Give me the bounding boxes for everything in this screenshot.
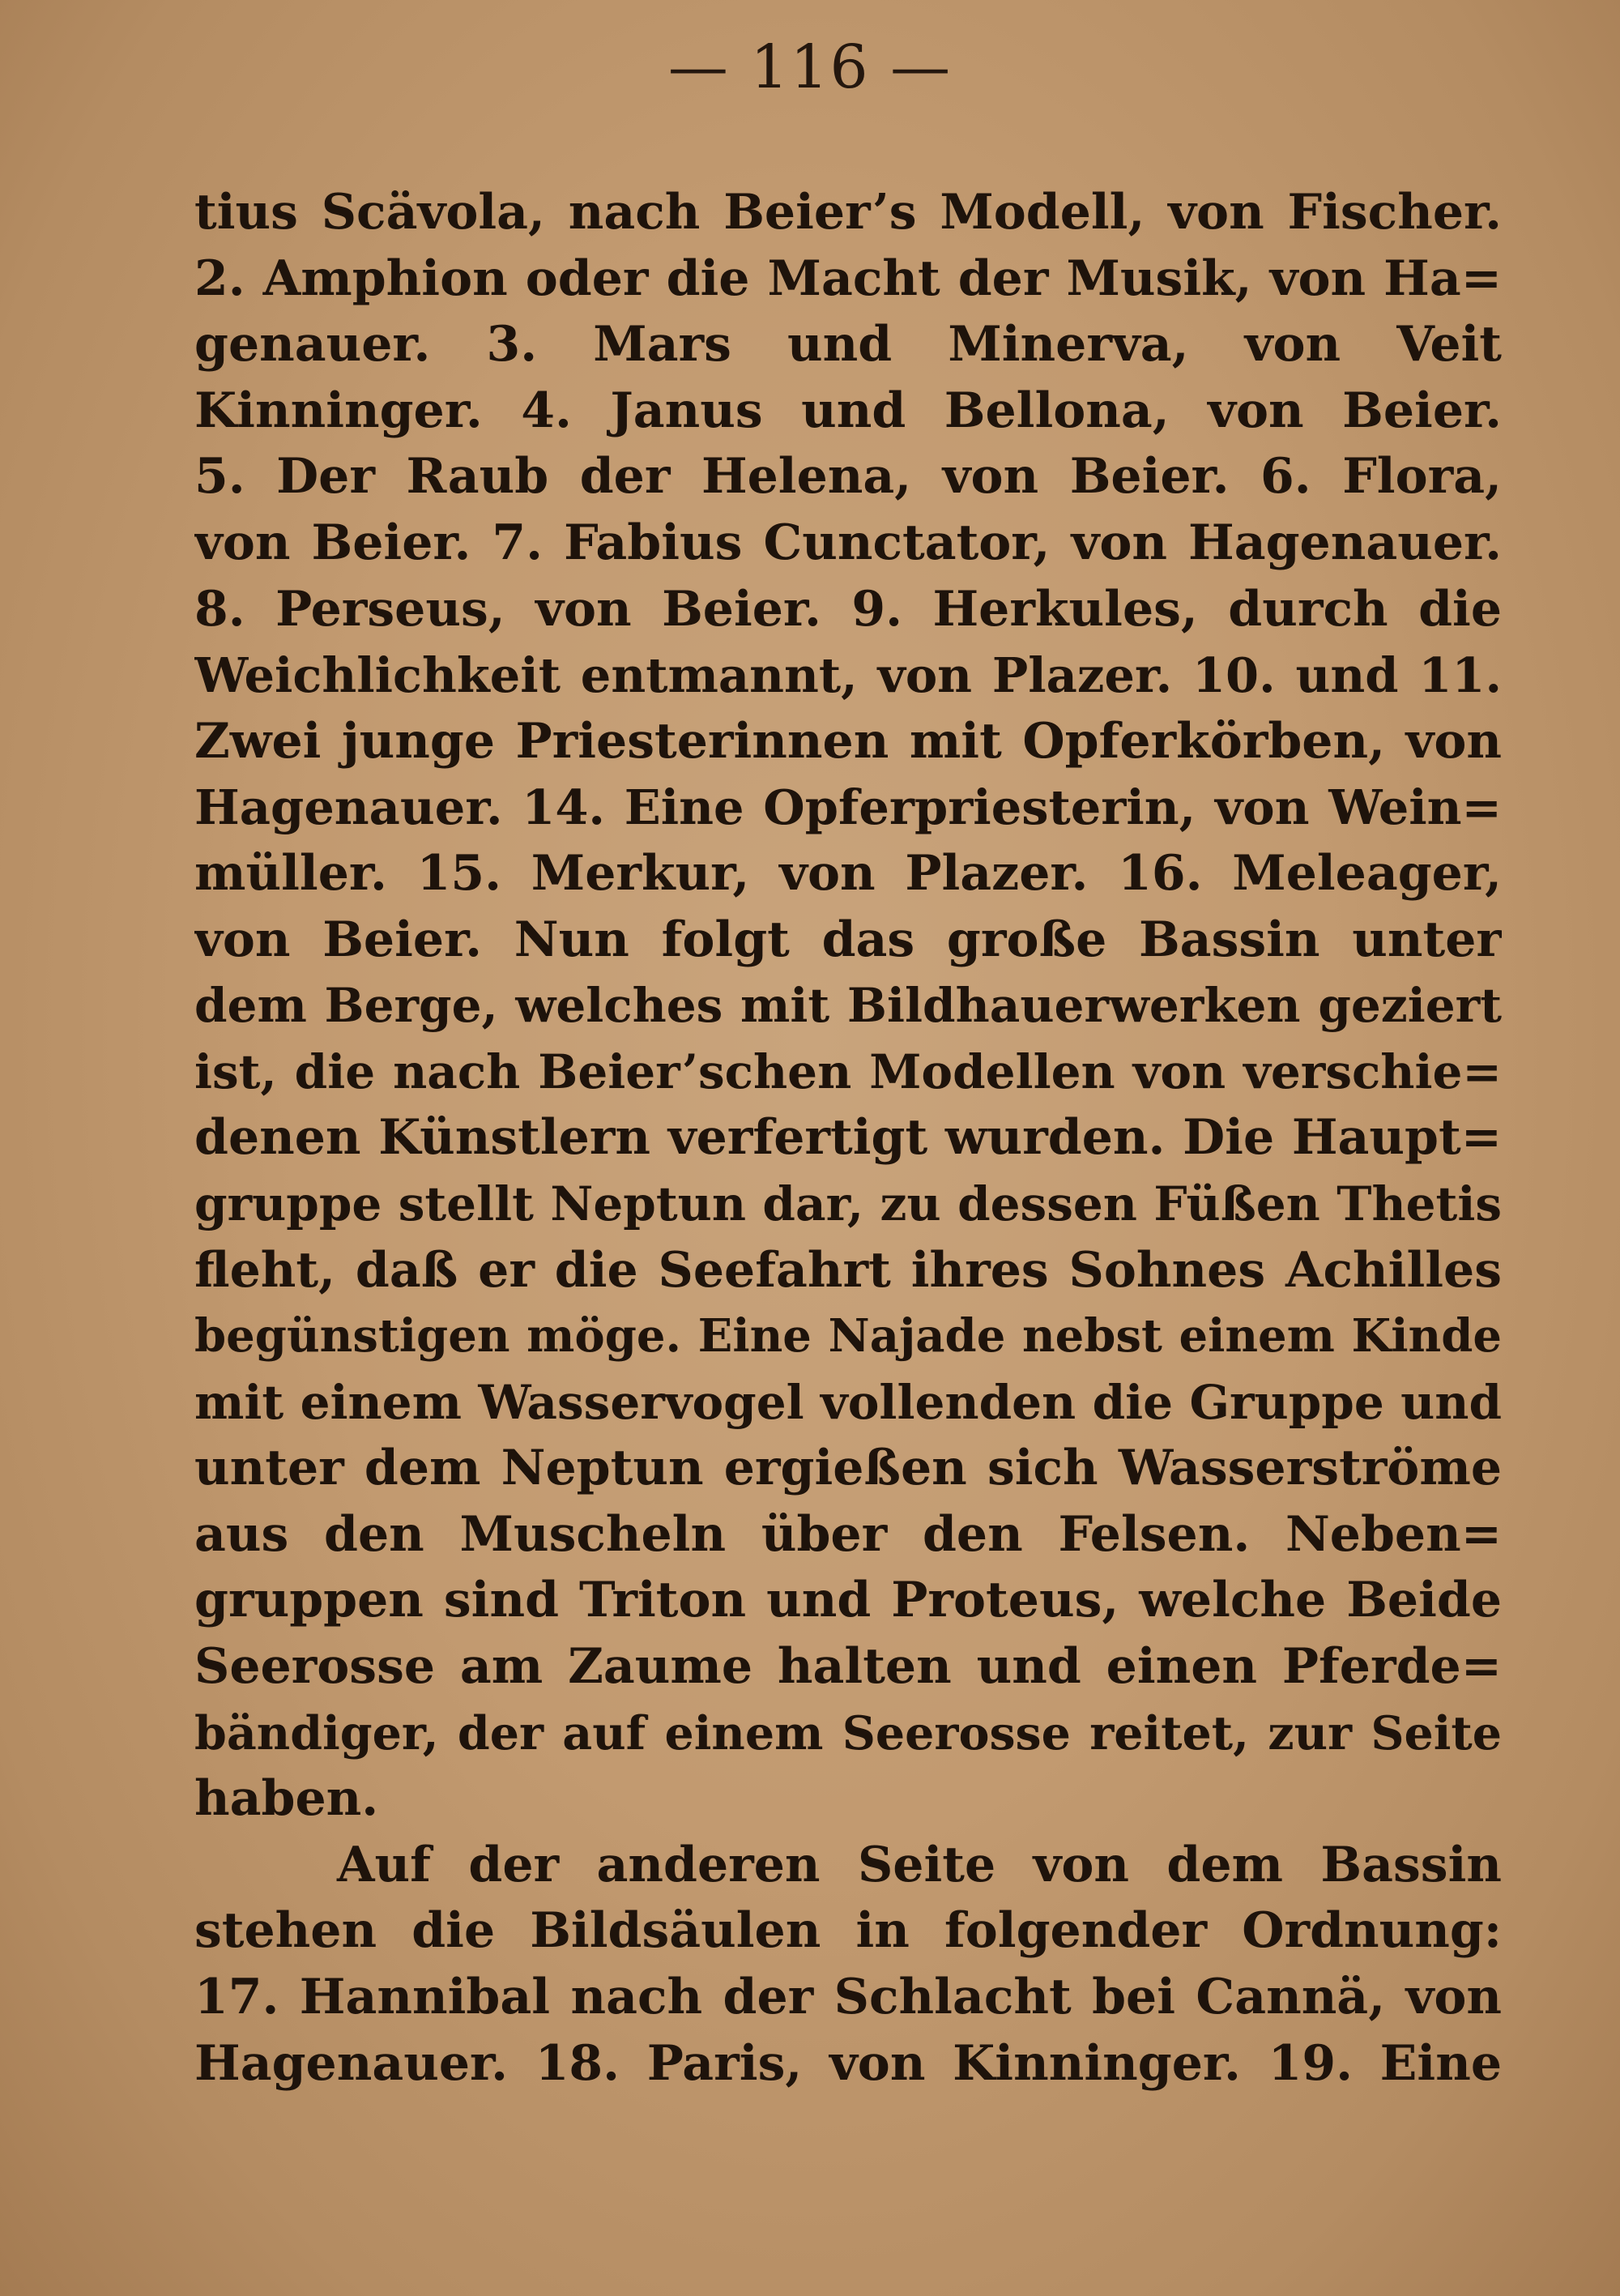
text-line: aus den Muscheln über den Felsen. Neben=: [194, 1505, 1502, 1563]
text-line: begünstigen möge. Eine Najade nebst einem Kinde: [194, 1309, 1502, 1364]
text-line: Seerosse am Zaume halten und einen Pferde=: [194, 1638, 1502, 1696]
text-line: stehen die Bildsäulen in folgender Ordnung:: [194, 1902, 1502, 1960]
text-line: Weichlichkeit entmannt, von Plazer. 10. und 11.: [194, 647, 1502, 704]
text-line: 2. Amphion oder die Macht der Musik, von Ha=: [194, 250, 1502, 307]
body-text: [194, 180, 1502, 2097]
text-line: müller. 15. Merkur, von Plazer. 16. Meleager,: [194, 844, 1502, 902]
text-line: Hagenauer. 18. Paris, von Kinninger. 19. Eine: [194, 2034, 1502, 2092]
text-line: Hagenauer. 14. Eine Opferpriesterin, von Wein=: [194, 779, 1502, 836]
text-line: 17. Hannibal nach der Schlacht bei Cannä, von: [194, 1969, 1502, 2026]
text-line: denen Künstlern verfertigt wurden. Die Haupt=: [194, 1109, 1502, 1167]
text-line: dem Berge, welches mit Bildhauerwerken geziert: [194, 978, 1502, 1034]
text-line: von Beier. 7. Fabius Cunctator, von Hagenauer.: [194, 514, 1502, 571]
text-line: Kinninger. 4. Janus und Bellona, von Beier.: [194, 382, 1502, 439]
text-line: 8. Perseus, von Beier. 9. Herkules, durch die: [194, 580, 1502, 638]
text-line: mit einem Wasservogel vollenden die Gruppe und: [194, 1374, 1502, 1430]
text-line: unter dem Neptun ergießen sich Wasserströme: [194, 1440, 1502, 1497]
page-number: — 116 —: [667, 32, 953, 102]
text-line: tius Scävola, nach Beier’s Modell, von Fischer.: [194, 184, 1502, 241]
text-line: fleht, daß er die Seefahrt ihres Sohnes Achilles: [194, 1241, 1502, 1299]
text-line: haben.: [194, 1770, 379, 1828]
text-line: von Beier. Nun folgt das große Bassin unter: [194, 911, 1502, 968]
text-line: gruppen sind Triton und Proteus, welche Beide: [194, 1572, 1502, 1629]
text-line: genauer. 3. Mars und Minerva, von Veit: [194, 316, 1502, 373]
text-line: ist, die nach Beier’schen Modellen von verschie=: [194, 1043, 1502, 1099]
text-line: Auf der anderen Seite von dem Bassin: [337, 1836, 1502, 1893]
text-line: gruppe stellt Neptun dar, zu dessen Füßen Thetis: [194, 1176, 1502, 1231]
text-line: Zwei junge Priesterinnen mit Opferkörben, von: [194, 712, 1502, 770]
text-line: bändiger, der auf einem Seerosse reitet, zur Seite: [194, 1705, 1502, 1760]
text-line: 5. Der Raub der Helena, von Beier. 6. Flora,: [194, 448, 1502, 506]
